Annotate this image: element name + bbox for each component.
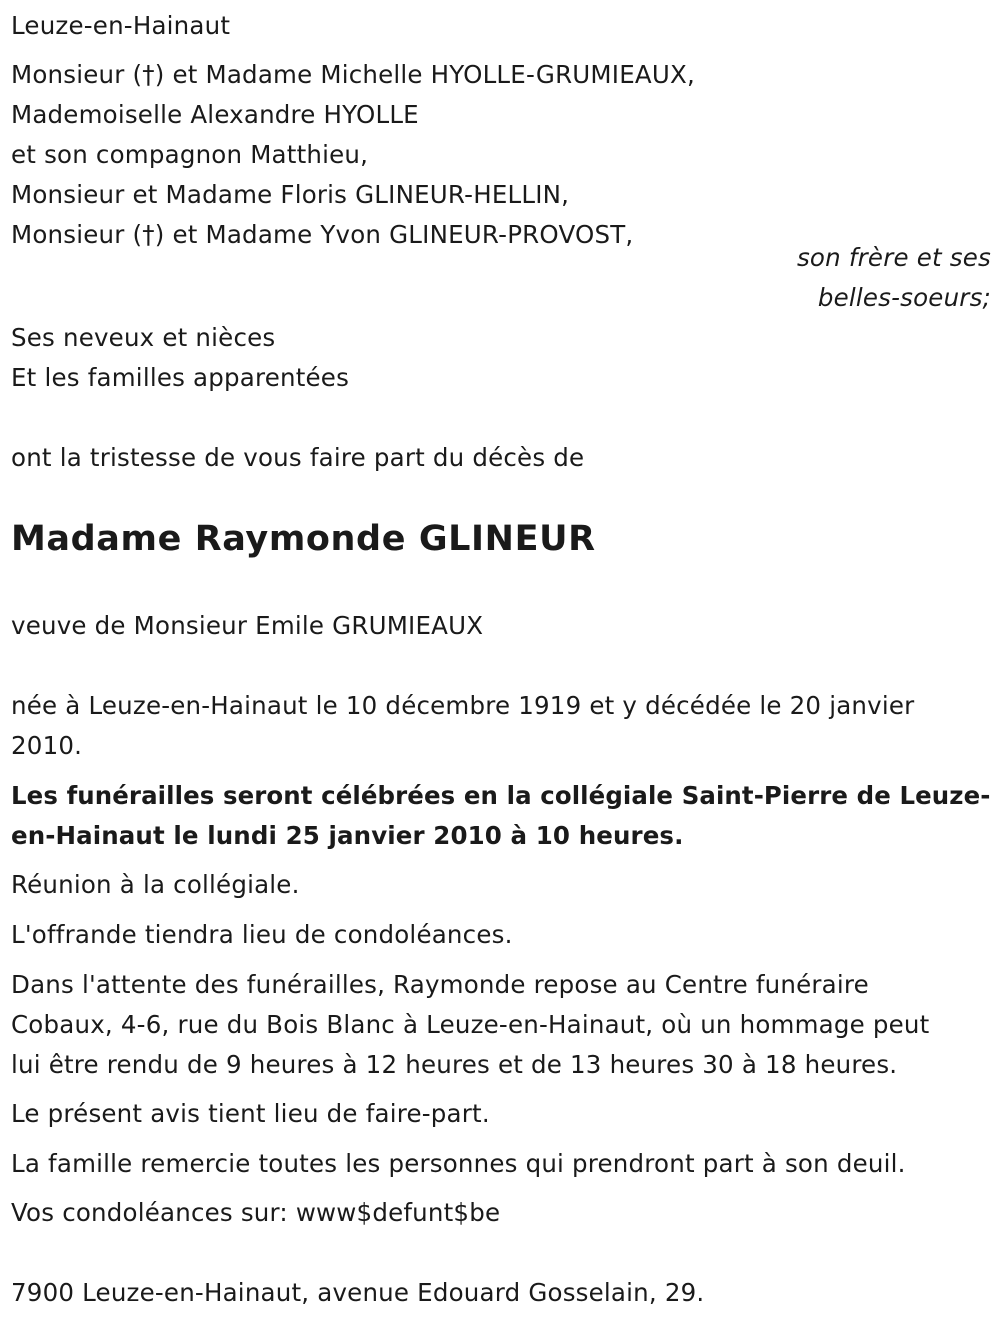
- relation-line-2: belles-soeurs;: [817, 283, 991, 312]
- condolences: Vos condoléances sur: www$defunt$be: [11, 1198, 501, 1227]
- funeral-line-2: en-Hainaut le lundi 25 janvier 2010 à 10 heures.: [11, 821, 684, 850]
- address: 7900 Leuze-en-Hainaut, avenue Edouard Gosselain, 29.: [11, 1278, 705, 1307]
- others-line-2: Et les familles apparentées: [11, 363, 350, 392]
- offering: L'offrande tiendra lieu de condoléances.: [11, 920, 513, 949]
- family-line-1: Monsieur (†) et Madame Michelle HYOLLE-GRUMIEAUX,: [11, 60, 695, 89]
- announcement: ont la tristesse de vous faire part du décès de: [11, 443, 585, 472]
- viewing-line-2: Cobaux, 4-6, rue du Bois Blanc à Leuze-en-Hainaut, où un hommage peut: [11, 1010, 930, 1039]
- viewing-line-1: Dans l'attente des funérailles, Raymonde repose au Centre funéraire: [11, 970, 869, 999]
- birth-death-line-2: 2010.: [11, 731, 83, 760]
- family-line-2: Mademoiselle Alexandre HYOLLE: [11, 100, 419, 129]
- notice: Le présent avis tient lieu de faire-part.: [11, 1099, 490, 1128]
- reunion: Réunion à la collégiale.: [11, 870, 300, 899]
- widow-of: veuve de Monsieur Emile GRUMIEAUX: [11, 611, 484, 640]
- birth-death-line-1: née à Leuze-en-Hainaut le 10 décembre 1919 et y décédée le 20 janvier: [11, 691, 915, 720]
- family-line-3: et son compagnon Matthieu,: [11, 140, 369, 169]
- others-line-1: Ses neveux et nièces: [11, 323, 276, 352]
- viewing-line-3: lui être rendu de 9 heures à 12 heures et de 13 heures 30 à 18 heures.: [11, 1050, 898, 1079]
- thanks: La famille remercie toutes les personnes qui prendront part à son deuil.: [11, 1149, 906, 1178]
- relation-line-1: son frère et ses: [796, 243, 991, 272]
- deceased-name: Madame Raymonde GLINEUR: [11, 519, 596, 559]
- place-header: Leuze-en-Hainaut: [11, 11, 231, 40]
- funeral-line-1: Les funérailles seront célébrées en la collégiale Saint-Pierre de Leuze-: [11, 781, 991, 810]
- family-line-4: Monsieur et Madame Floris GLINEUR-HELLIN,: [11, 180, 570, 209]
- family-line-5: Monsieur (†) et Madame Yvon GLINEUR-PROVOST,: [11, 220, 634, 249]
